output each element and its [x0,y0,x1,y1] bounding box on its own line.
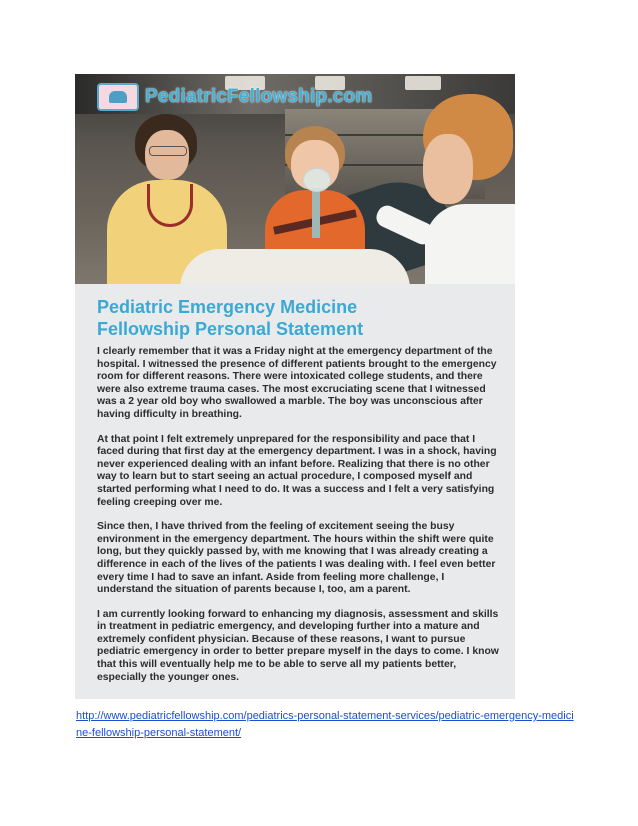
title-line-1: Pediatric Emergency Medicine [97,297,358,317]
paragraph-4: I am currently looking forward to enhancing my diagnosis, assessment and skills in treatment in pediatric emergency, and developing further into a mature and extremely confident physician. Because of these reasons, I want to pursue pediatric emergency in order to better prepare myself in the days to come. I know that this will eventually help me to be able to serve all my patients better, especially the younger ones. [97,608,499,683]
source-link[interactable]: http://www.pediatricfellowship.com/pediatrics-personal-statement-services/pediatric-emergency-medicine-fellowship-personal-statement/ [76,710,574,739]
doctor-coat [425,204,515,284]
nebulizer-tube [312,188,320,238]
statement-body [97,346,499,696]
logo-badge-icon [97,83,139,111]
logo-text: PediatricFellowship.com [145,86,373,107]
nurse-glasses [149,146,187,156]
doctor-figure [405,94,515,284]
ambulance-photo [75,74,515,284]
paragraph-1: I clearly remember that it was a Friday night at the emergency department of the hospital. I witnessed the presence of different patients brought to the emergency room for different reasons. There were intoxicated college students, and there were also extreme trauma cases. The most excruciating scene that I witnessed was a 2 year old boy who swallowed a marble. The boy was unconscious after having difficulty in breathing. [97,346,497,420]
ceiling-light [405,76,441,90]
doctor-face [423,134,473,204]
blanket [180,249,410,284]
statement-title [97,296,497,340]
paragraph-3: Since then, I have thrived from the feeling of excitement seeing the busy environment in the emergency department. The hours within the shift were quite long, but they quickly passed by, with me knowing that I was already creating a difference in each of the lives of the patients I was dealing with. I feel even better every time I had to save an infant. Aside from feeling more challenge, I understand the situation of parents because I, too, am a parent. [97,521,496,596]
statement-poster [75,74,515,699]
paragraph-2: At that point I felt extremely unprepared for the responsibility and pace that I faced during that first day at the emergency department. I was in a shock, having never experienced dealing with an infant before. Realizing that there is no other way to learn but to start seeing an actual procedure, I composed myself and started performing what I need to do. It was a success and I felt a very satisfying feeling creeping over me. [97,433,497,508]
oxygen-mask [303,168,331,192]
site-logo [97,82,372,112]
title-line-2: Fellowship Personal Statement [97,319,364,339]
